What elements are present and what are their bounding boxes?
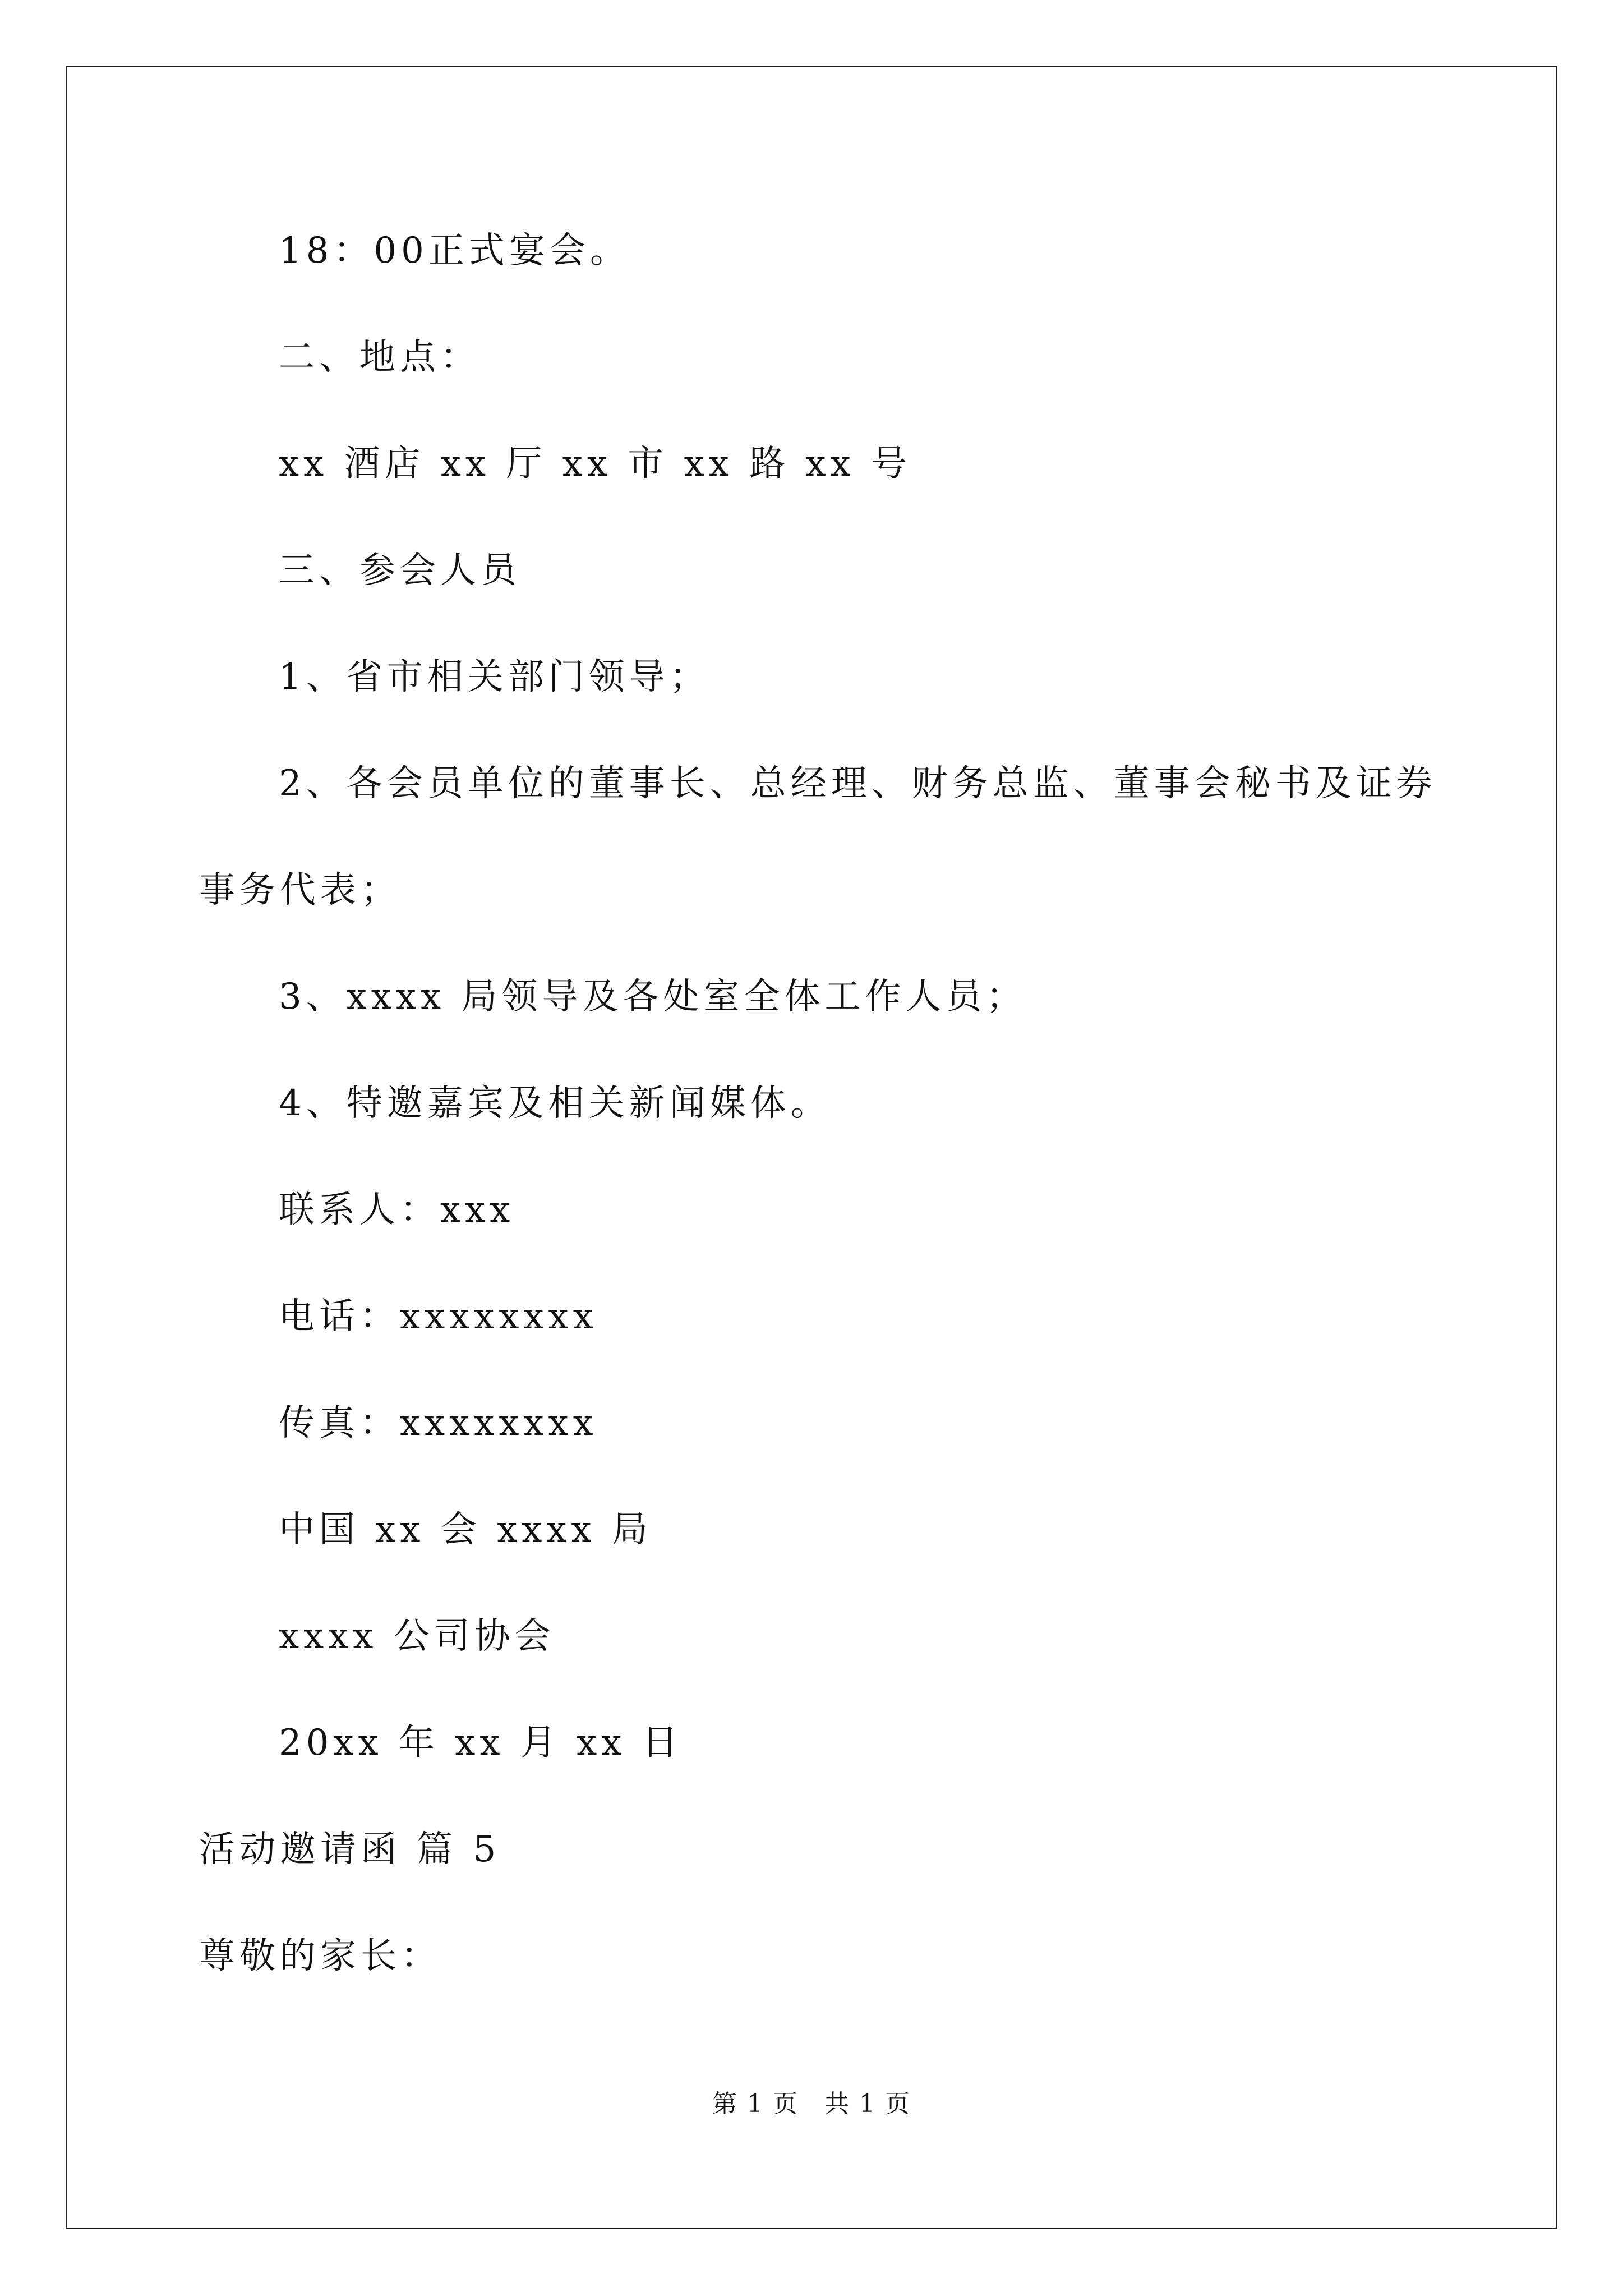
text-line-attendee-2: 2、各会员单位的董事长、总经理、财务总监、董事会秘书及证券 — [279, 763, 1437, 804]
text-line-date: 20xx 年 xx 月 xx 日 — [279, 1722, 683, 1764]
page-border — [66, 66, 1557, 2229]
text-line-phone: 电话：xxxxxxxx — [279, 1296, 598, 1337]
text-line-contact: 联系人：xxx — [279, 1189, 515, 1231]
text-line-attendee-2-cont: 事务代表； — [199, 869, 401, 911]
text-line-organizer-1: 中国 xx 会 xxxx 局 — [279, 1509, 652, 1550]
section-heading: 活动邀请函 篇 5 — [199, 1829, 501, 1870]
text-line-location-heading: 二、地点： — [279, 337, 481, 378]
text-line-salutation: 尊敬的家长： — [199, 1935, 441, 1977]
text-line-organizer-2: xxxx 公司协会 — [279, 1616, 555, 1657]
text-line-attendee-4: 4、特邀嘉宾及相关新闻媒体。 — [279, 1083, 831, 1124]
text-line-attendee-1: 1、省市相关部门领导； — [279, 656, 710, 698]
text-line-attendees-heading: 三、参会人员 — [279, 550, 521, 591]
page-number-footer: 第 1 页 共 1 页 — [712, 2090, 911, 2118]
text-line-attendee-3: 3、xxxx 局领导及各处室全体工作人员； — [279, 976, 1027, 1018]
text-line-banquet-time: 18：00正式宴会。 — [279, 230, 630, 272]
text-line-address: xx 酒店 xx 厅 xx 市 xx 路 xx 号 — [279, 443, 912, 485]
text-line-fax: 传真：xxxxxxxx — [279, 1402, 598, 1444]
